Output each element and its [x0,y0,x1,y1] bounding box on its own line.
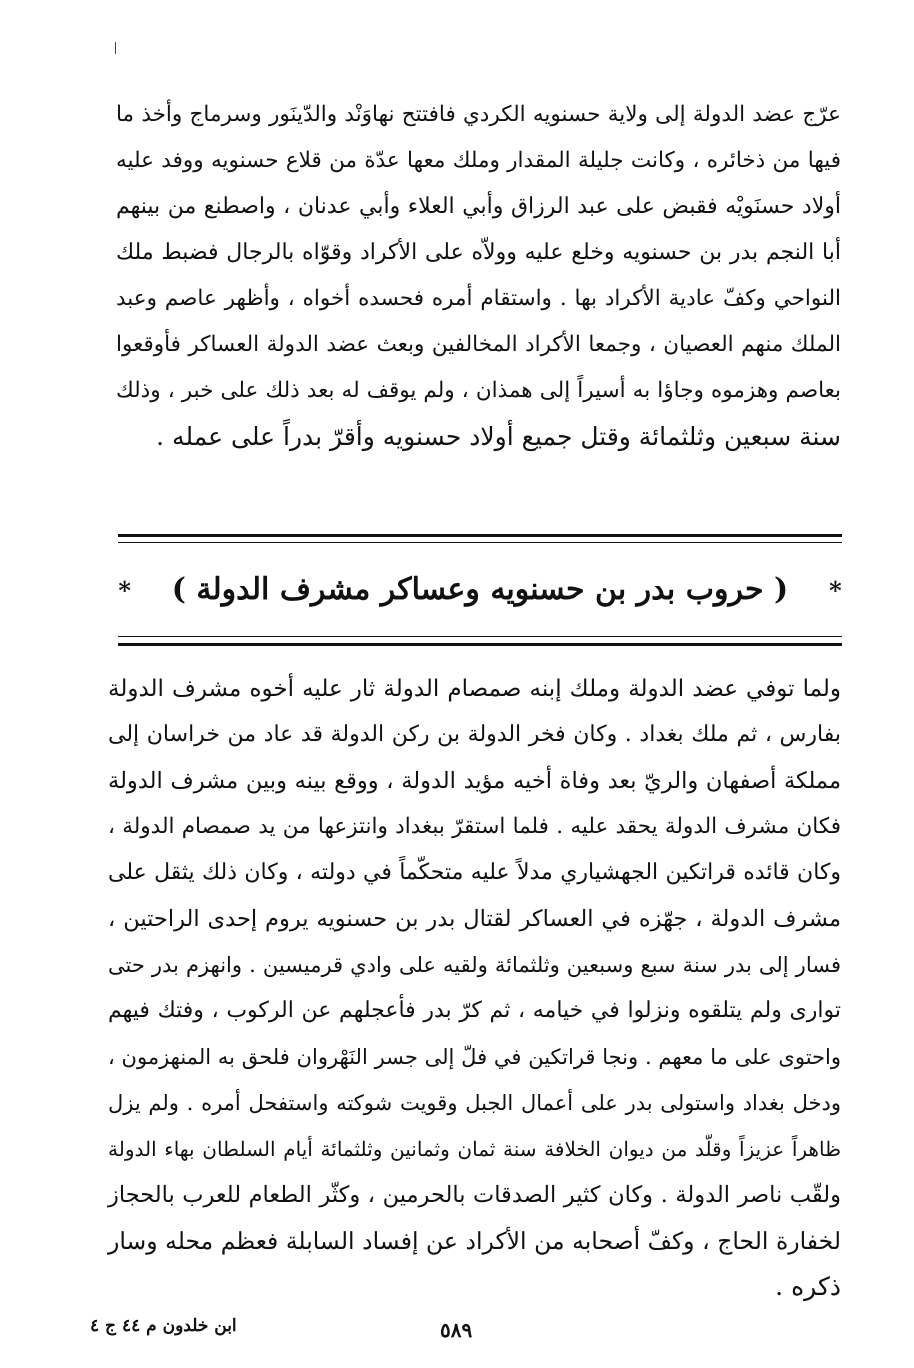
text-line: النواحي وكفّ عادية الأكراد بها . واستقام أمره فحسده أخواه ، وأظهر عاصم وعبد [116,286,841,311]
text-line: ذكره . [775,1272,841,1301]
text-line: وكان قائده قراتكين الجهشياري مدلاً عليه متحكّماً في دولته ، وكان ذلك يثقل على [108,860,841,885]
heading-star-right: * [829,576,842,605]
text-line: ولما توفي عضد الدولة وملك إبنه صمصام الدولة ثار عليه أخوه مشرف الدولة [108,676,841,702]
text-line: لخفارة الحاج ، وكفّ أصحابه من الأكراد عن إفساد السابلة فعظم محله وسار [108,1227,841,1255]
margin-mark [115,42,116,54]
text-line: أبا النجم بدر بن حسنويه وخلع عليه وولاّه على الأكراد وقوّاه بالرجال فضبط ملك [116,240,841,265]
heading-rule-top-thick [118,534,842,537]
text-line: مملكة أصفهان والريّ بعد وفاة أخيه مؤيد الدولة ، ووقع بينه وبين مشرف الدولة [108,768,841,794]
heading-rule-bottom-thin [118,636,842,637]
paragraph-1 [116,92,841,460]
text-line: الملك منهم العصيان ، وجمعا الأكراد المخالفين وبعث عضد الدولة العساكر فأوقعوا [116,332,841,357]
text-line: ودخل بغداد واستولى بدر على أعمال الجبل وقويت شوكته واستفحل أمره . ولم يزل [108,1091,841,1115]
text-line: واحتوى على ما معهم . ونجا قراتكين في فلّ إلى جسر النَهْروان فلحق به المنهزمون ، [108,1045,841,1069]
text-line: بفارس ، ثم ملك بغداد . وكان فخر الدولة بن ركن الدولة قد عاد من خراسان إلى [108,722,841,747]
text-line: فسار إلى بدر سنة سبع وسبعين وثلثمائة ولقيه على وادي قرميسين . وانهزم بدر حتى [108,953,841,977]
heading-rule-top-thin [118,542,842,543]
text-line: فكان مشرف الدولة يحقد عليه . فلما استقرّ ببغداد وانتزعها من يد صمصام الدولة ، [108,814,841,839]
text-line: عرّج عضد الدولة إلى ولاية حسنويه الكردي فافتتح نهاوَنْد والدّينَور وسرماج وأخذ ما [116,102,841,127]
text-line: مشرف الدولة ، جهّزه في العساكر لقتال بدر بن حسنويه يروم إحدى الراحتين ، [108,906,841,932]
paragraph-2 [108,666,841,1310]
section-heading [118,560,842,620]
text-line: أولاد حسنَويْه فقبض على عبد الرزاق وأبي العلاء وأبي عدنان ، واصطنع من بينهم [116,194,841,219]
text-line: توارى ولم يتلقوه ونزلوا في خيامه ، ثم كرّ بدر فأعجلهم عن الركوب ، وفتك فيهم [108,998,841,1023]
heading-rule-bottom-thick [118,643,842,646]
text-line: بعاصم وهزموه وجاؤا به أسيراً إلى همذان ، ولم يوقف له بعد ذلك على خبر ، وذلك [116,378,841,403]
text-line: ولقّب ناصر الدولة . وكان كثير الصدقات بالحرمين ، وكثّر الطعام للعرب بالحجاز [108,1182,841,1208]
footer-reference: ابن خلدون م ٤٤ ج ٤ [90,1316,237,1336]
page-number: ٥٨٩ [440,1318,473,1342]
text-line: ظاهراً عزيزاً وقلّد من ديوان الخلافة سنة ثمان وثمانين وثلثمائة أيام السلطان بهاء الدولة [108,1137,841,1161]
heading-title: ( حروب بدر بن حسنويه وعساكر مشرف الدولة ) [171,572,789,607]
text-line: سنة سبعين وثلثمائة وقتل جميع أولاد حسنويه وأقرّ بدراً على عمله . [156,422,841,451]
heading-star-left: * [118,576,131,605]
text-line: فيها من ذخائره ، وكانت جليلة المقدار وملك معها عدّة من قلاع حسنويه ووفد عليه [116,148,841,173]
